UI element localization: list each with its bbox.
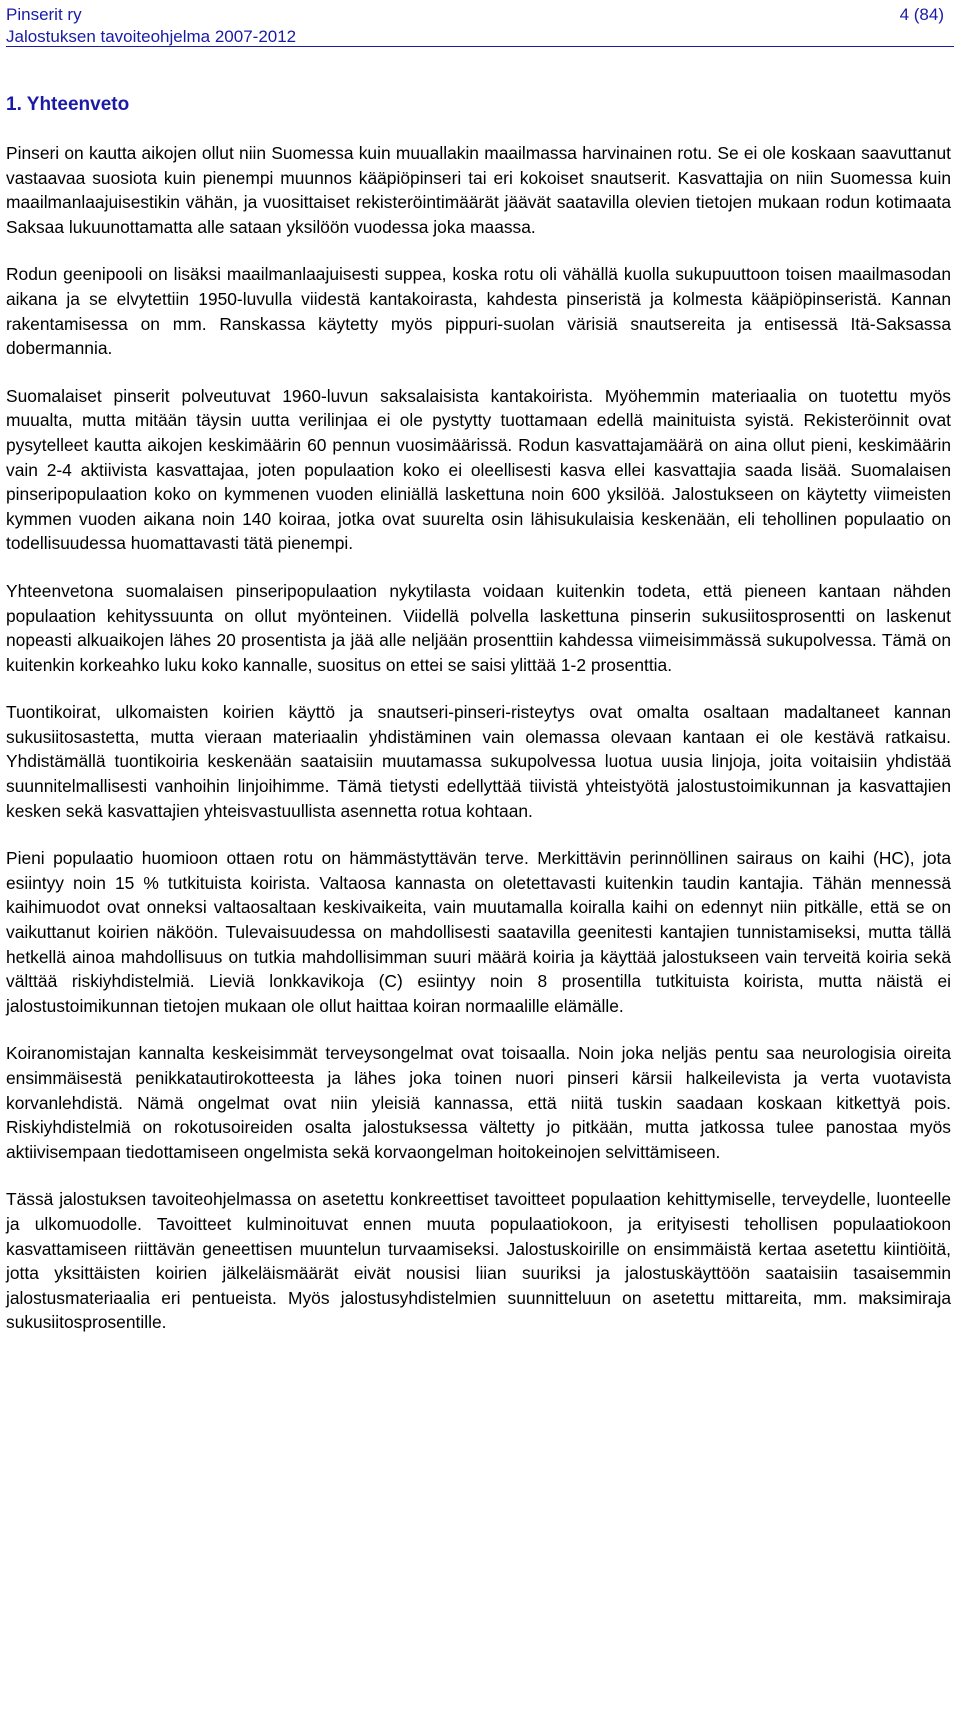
paragraph: Yhteenvetona suomalaisen pinseripopulaation nykytilasta voidaan kuitenkin todeta, että pieneen kantaan nähden populaation kehityssuunta on ollut myönteinen. Viidellä polvella laskettuna pinserin sukusiitosprosentti on laskenut nopeasti alkuaikojen lähes 20 prosentista ja jää alle neljään prosenttiin kahdessa viimeisimmässä sukupolvessa. Tämä on kuitenkin korkeahko luku koko kannalle, suositus on ettei se saisi ylittää 1-2 prosenttia. bbox=[6, 580, 951, 675]
header-divider bbox=[6, 46, 954, 47]
page-number: 4 (84) bbox=[899, 5, 944, 24]
paragraph: Rodun geenipooli on lisäksi maailmanlaajuisesti suppea, koska rotu oli vähällä kuolla sukupuuttoon toisen maailmasodan aikana ja se elvytettiin 1950-luvulla viidestä kantakoirasta, kahdesta pinseristä ja kolmesta kääpiöpinseristä. Kannan rakentamisessa on mm. Ranskassa käytetty myös pippuri-suolan värisiä snautsereita ja entisessä Itä-Saksassa dobermannia. bbox=[6, 264, 951, 359]
paragraph: Tässä jalostuksen tavoiteohjelmassa on asetettu konkreettiset tavoitteet populaation kehittymiselle, terveydelle, luonteelle ja ulkomuodolle. Tavoitteet kulminoituvat ennen muuta populaatiokoon, ja erityisesti tehollisen populaatiokoon kasvattamiseen riittävän geneettisen muuntelun turvaamiseksi. Jalostuskoirille on ensimmäistä kertaa asetettu kiintiöitä, jotta yksittäisten koirien jälkeläismäärät eivät nousisi liian suuriksi ja jalostuskäyttöön saataisiin tasaisemmin jalostusmateriaalia eri pentueista. Myös jalostusyhdistelmien suunnitteluun on asetettu mittareita, mm. maksimiraja sukusiitosprosentille. bbox=[6, 1189, 951, 1333]
page-header bbox=[6, 4, 950, 44]
paragraph: Koiranomistajan kannalta keskeisimmät terveysongelmat ovat toisaalla. Noin joka neljäs pentu saa neurologisia oireita ensimmäisestä penikkatautirokotteesta ja lähes joka toinen nuori pinseri kärsii halkeilevista ja verta vuotavista korvanlehdistä. Nämä ongelmat ovat niin yleisiä kannassa, että niitä tuskin saadaan koskaan kitkettyä pois. Riskiyhdistelmiä on rokotusoireiden osalta jalostuksessa vältetty jo pitkään, mutta jatkossa tulee panostaa myös aktiivisempaan tiedottamiseen ongelmista sekä korvaongelman hoitokeinojen selvittämiseen. bbox=[6, 1043, 951, 1162]
paragraph: Pieni populaatio huomioon ottaen rotu on hämmästyttävän terve. Merkittävin perinnöllinen sairaus on kaihi (HC), jota esiintyy noin 15 % tutkituista koirista. Valtaosa kannasta on oletettavasti kuitenkin taudin kantajia. Tähän mennessä kaihimuodot ovat onneksi valtaosaltaan keskivaikeita, vain muutamalla koiralla kaihi on edennyt niin pitkälle, että se on vaikuttanut koirien näköön. Tulevaisuudessa on mahdollisesti saatavilla geenitesti kantajien tunnistamiseksi, mutta tällä hetkellä ainoa mahdollisuus on tutkia mahdollisimman suuri määrä koiria ja käyttää jalostukseen vain terveitä koiria sekä välttää riskiyhdistelmiä. Lieviä lonkkavikoja (C) esiintyy noin 8 prosentilla tutkituista koirista, mutta näistä ei jalostustoimikunnan tietojen mukaan ole ollut haittaa koiran normaalille elämälle. bbox=[6, 848, 951, 1016]
section-heading: 1. Yhteenveto bbox=[6, 94, 130, 115]
document-title: Jalostuksen tavoiteohjelma 2007-2012 bbox=[6, 27, 297, 46]
body-text bbox=[6, 141, 951, 1358]
header-titles bbox=[6, 4, 296, 48]
paragraph: Pinseri on kautta aikojen ollut niin Suomessa kuin muuallakin maailmassa harvinainen rotu. Se ei ole koskaan saavuttanut vastaavaa suosiota kuin pienempi muunnos kääpiöpinseri tai eri kokoiset snautserit. Kasvattajia on niin Suomessa kuin maailmanlaajuisestikin vähän, ja vuosittaiset rekisteröintimäärät jäävät saatavilla olevien tietojen mukaan rodun kotimaata Saksaa lukuunottamatta alle sataan yksilöön vuodessa joka maassa. bbox=[6, 143, 951, 237]
paragraph: Suomalaiset pinserit polveutuvat 1960-luvun saksalaisista kantakoirista. Myöhemmin materiaalia on tuotettu myös muualta, mutta mitään täysin uutta verilinjaa ei ole pystytty tuottamaan edellä mainituista syistä. Rekisteröinnit ovat pysytelleet kautta aikojen keskimäärin 60 pennun vuosimäärissä. Rodun kasvattajamäärä on aina ollut pieni, keskimäärin vain 2-4 aktiivista kasvattajaa, joten populaation koko ei oleellisesti kasva ellei kasvattajia saada lisää. Suomalaisen pinseripopulaation koko on kymmenen vuoden eliniällä laskettuna noin 600 yksilöä. Jalostukseen on käytetty viimeisten kymmen vuoden aikana noin 140 koiraa, jotka ovat suurelta osin lähisukulaisia keskenään, eli tehollinen populaatio on todellisuudessa huomattavasti tätä pienempi. bbox=[6, 385, 951, 554]
document-owner: Pinserit ry bbox=[6, 5, 82, 24]
paragraph: Tuontikoirat, ulkomaisten koirien käyttö ja snautseri-pinseri-risteytys ovat omalta osaltaan madaltaneet kannan sukusiitosastetta, mutta vieraan materiaalin yhdistäminen vain olemassa olevaan kantaan ei ole kestävä ratkaisu. Yhdistämällä tuontikoiria keskenään saataisiin muutamassa sukupolvessa luotua uusia linjoja, joita voitaisiin yhdistää suunnitelmallisesti vanhoihin linjoihimme. Tämä tietysti edellyttää tiivistä yhteistyötä jalostustoimikunnan ja kasvattajien kesken sekä kasvattajien yhteisvastuullista asennetta rotua kohtaan. bbox=[6, 702, 951, 821]
